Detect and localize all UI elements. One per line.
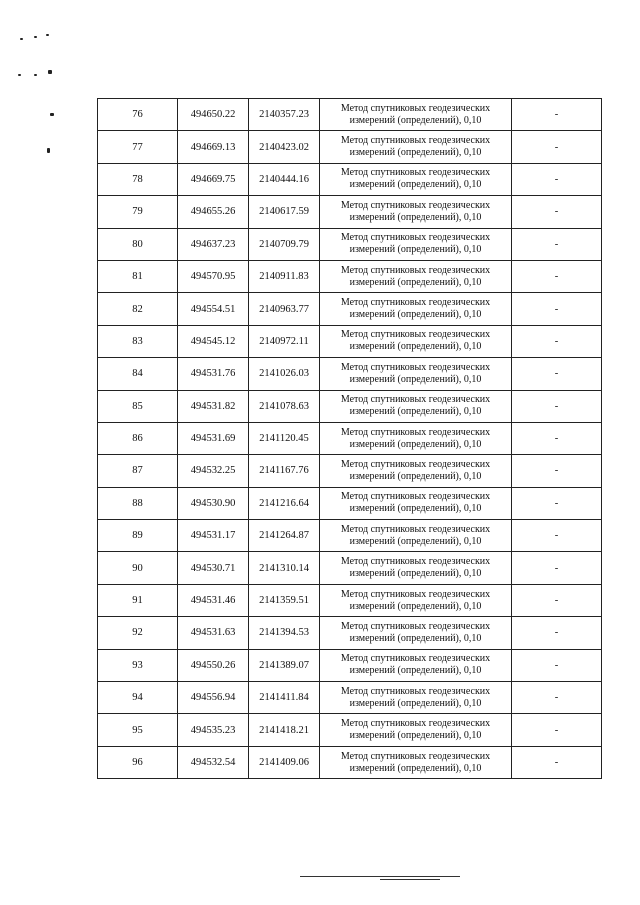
note-cell: - xyxy=(512,584,602,616)
method-cell: Метод спутниковых геодезических измерений (определений), 0,10 xyxy=(320,682,512,714)
scan-speck xyxy=(47,148,50,153)
table-row xyxy=(98,228,602,260)
y-coordinate-cell: 2141310.14 xyxy=(249,552,320,584)
point-number-cell: 80 xyxy=(98,228,178,260)
note-cell: - xyxy=(512,487,602,519)
method-cell: Метод спутниковых геодезических измерений (определений), 0,10 xyxy=(320,552,512,584)
point-number-cell: 78 xyxy=(98,163,178,195)
y-coordinate-cell: 2141389.07 xyxy=(249,649,320,681)
method-cell: Метод спутниковых геодезических измерений (определений), 0,10 xyxy=(320,746,512,778)
note-cell: - xyxy=(512,131,602,163)
x-coordinate-cell: 494545.12 xyxy=(178,325,249,357)
y-coordinate-cell: 2140423.02 xyxy=(249,131,320,163)
x-coordinate-cell: 494535.23 xyxy=(178,714,249,746)
y-coordinate-cell: 2141418.21 xyxy=(249,714,320,746)
point-number-cell: 77 xyxy=(98,131,178,163)
method-cell: Метод спутниковых геодезических измерений (определений), 0,10 xyxy=(320,455,512,487)
point-number-cell: 92 xyxy=(98,617,178,649)
note-cell: - xyxy=(512,422,602,454)
scan-speck xyxy=(34,74,37,76)
y-coordinate-cell: 2141120.45 xyxy=(249,422,320,454)
note-cell: - xyxy=(512,746,602,778)
x-coordinate-cell: 494554.51 xyxy=(178,293,249,325)
y-coordinate-cell: 2141216.64 xyxy=(249,487,320,519)
table-row xyxy=(98,196,602,228)
scan-speck xyxy=(18,74,21,76)
table-row xyxy=(98,390,602,422)
note-cell: - xyxy=(512,163,602,195)
table-row xyxy=(98,520,602,552)
note-cell: - xyxy=(512,649,602,681)
table-row xyxy=(98,358,602,390)
note-cell: - xyxy=(512,99,602,131)
point-number-cell: 84 xyxy=(98,358,178,390)
point-number-cell: 79 xyxy=(98,196,178,228)
point-number-cell: 96 xyxy=(98,746,178,778)
y-coordinate-cell: 2140963.77 xyxy=(249,293,320,325)
note-cell: - xyxy=(512,714,602,746)
point-number-cell: 76 xyxy=(98,99,178,131)
table-row xyxy=(98,260,602,292)
note-cell: - xyxy=(512,358,602,390)
note-cell: - xyxy=(512,682,602,714)
y-coordinate-cell: 2140709.79 xyxy=(249,228,320,260)
method-cell: Метод спутниковых геодезических измерений (определений), 0,10 xyxy=(320,520,512,552)
y-coordinate-cell: 2141026.03 xyxy=(249,358,320,390)
point-number-cell: 89 xyxy=(98,520,178,552)
x-coordinate-cell: 494532.54 xyxy=(178,746,249,778)
table-row xyxy=(98,649,602,681)
x-coordinate-cell: 494650.22 xyxy=(178,99,249,131)
note-cell: - xyxy=(512,390,602,422)
x-coordinate-cell: 494550.26 xyxy=(178,649,249,681)
table-row xyxy=(98,422,602,454)
method-cell: Метод спутниковых геодезических измерений (определений), 0,10 xyxy=(320,163,512,195)
point-number-cell: 85 xyxy=(98,390,178,422)
table-row xyxy=(98,163,602,195)
table-body xyxy=(98,99,602,779)
x-coordinate-cell: 494570.95 xyxy=(178,260,249,292)
note-cell: - xyxy=(512,293,602,325)
method-cell: Метод спутниковых геодезических измерений (определений), 0,10 xyxy=(320,196,512,228)
table-row xyxy=(98,746,602,778)
table-row xyxy=(98,617,602,649)
y-coordinate-cell: 2140911.83 xyxy=(249,260,320,292)
note-cell: - xyxy=(512,552,602,584)
scan-speck xyxy=(20,38,23,40)
point-number-cell: 88 xyxy=(98,487,178,519)
table-row xyxy=(98,487,602,519)
method-cell: Метод спутниковых геодезических измерений (определений), 0,10 xyxy=(320,99,512,131)
method-cell: Метод спутниковых геодезических измерений (определений), 0,10 xyxy=(320,358,512,390)
note-cell: - xyxy=(512,455,602,487)
method-cell: Метод спутниковых геодезических измерений (определений), 0,10 xyxy=(320,714,512,746)
point-number-cell: 81 xyxy=(98,260,178,292)
note-cell: - xyxy=(512,260,602,292)
x-coordinate-cell: 494531.69 xyxy=(178,422,249,454)
table-row xyxy=(98,293,602,325)
method-cell: Метод спутниковых геодезических измерений (определений), 0,10 xyxy=(320,584,512,616)
method-cell: Метод спутниковых геодезических измерений (определений), 0,10 xyxy=(320,487,512,519)
point-number-cell: 93 xyxy=(98,649,178,681)
y-coordinate-cell: 2141409.06 xyxy=(249,746,320,778)
x-coordinate-cell: 494531.63 xyxy=(178,617,249,649)
x-coordinate-cell: 494531.76 xyxy=(178,358,249,390)
point-number-cell: 95 xyxy=(98,714,178,746)
y-coordinate-cell: 2140444.16 xyxy=(249,163,320,195)
method-cell: Метод спутниковых геодезических измерений (определений), 0,10 xyxy=(320,617,512,649)
method-cell: Метод спутниковых геодезических измерений (определений), 0,10 xyxy=(320,260,512,292)
coordinates-table xyxy=(97,98,602,779)
x-coordinate-cell: 494530.90 xyxy=(178,487,249,519)
method-cell: Метод спутниковых геодезических измерений (определений), 0,10 xyxy=(320,325,512,357)
table-row xyxy=(98,584,602,616)
table-row xyxy=(98,714,602,746)
y-coordinate-cell: 2141359.51 xyxy=(249,584,320,616)
x-coordinate-cell: 494531.82 xyxy=(178,390,249,422)
signature-line xyxy=(380,879,440,880)
point-number-cell: 87 xyxy=(98,455,178,487)
scan-speck xyxy=(34,36,37,38)
x-coordinate-cell: 494531.46 xyxy=(178,584,249,616)
x-coordinate-cell: 494669.13 xyxy=(178,131,249,163)
table-row xyxy=(98,325,602,357)
point-number-cell: 82 xyxy=(98,293,178,325)
y-coordinate-cell: 2140972.11 xyxy=(249,325,320,357)
table-row xyxy=(98,552,602,584)
table-row xyxy=(98,682,602,714)
method-cell: Метод спутниковых геодезических измерений (определений), 0,10 xyxy=(320,293,512,325)
note-cell: - xyxy=(512,325,602,357)
x-coordinate-cell: 494637.23 xyxy=(178,228,249,260)
y-coordinate-cell: 2140357.23 xyxy=(249,99,320,131)
method-cell: Метод спутниковых геодезических измерений (определений), 0,10 xyxy=(320,649,512,681)
x-coordinate-cell: 494655.26 xyxy=(178,196,249,228)
method-cell: Метод спутниковых геодезических измерений (определений), 0,10 xyxy=(320,390,512,422)
y-coordinate-cell: 2141167.76 xyxy=(249,455,320,487)
method-cell: Метод спутниковых геодезических измерений (определений), 0,10 xyxy=(320,422,512,454)
table-row xyxy=(98,455,602,487)
y-coordinate-cell: 2141264.87 xyxy=(249,520,320,552)
x-coordinate-cell: 494531.17 xyxy=(178,520,249,552)
table-row xyxy=(98,99,602,131)
y-coordinate-cell: 2141078.63 xyxy=(249,390,320,422)
point-number-cell: 90 xyxy=(98,552,178,584)
note-cell: - xyxy=(512,617,602,649)
scan-speck xyxy=(48,70,52,74)
method-cell: Метод спутниковых геодезических измерений (определений), 0,10 xyxy=(320,228,512,260)
y-coordinate-cell: 2140617.59 xyxy=(249,196,320,228)
note-cell: - xyxy=(512,520,602,552)
point-number-cell: 94 xyxy=(98,682,178,714)
x-coordinate-cell: 494530.71 xyxy=(178,552,249,584)
signature-line xyxy=(300,876,460,877)
y-coordinate-cell: 2141411.84 xyxy=(249,682,320,714)
note-cell: - xyxy=(512,196,602,228)
x-coordinate-cell: 494556.94 xyxy=(178,682,249,714)
table-row xyxy=(98,131,602,163)
x-coordinate-cell: 494532.25 xyxy=(178,455,249,487)
scan-speck xyxy=(46,34,49,36)
y-coordinate-cell: 2141394.53 xyxy=(249,617,320,649)
point-number-cell: 86 xyxy=(98,422,178,454)
x-coordinate-cell: 494669.75 xyxy=(178,163,249,195)
method-cell: Метод спутниковых геодезических измерений (определений), 0,10 xyxy=(320,131,512,163)
point-number-cell: 83 xyxy=(98,325,178,357)
scan-speck xyxy=(50,113,54,116)
point-number-cell: 91 xyxy=(98,584,178,616)
note-cell: - xyxy=(512,228,602,260)
